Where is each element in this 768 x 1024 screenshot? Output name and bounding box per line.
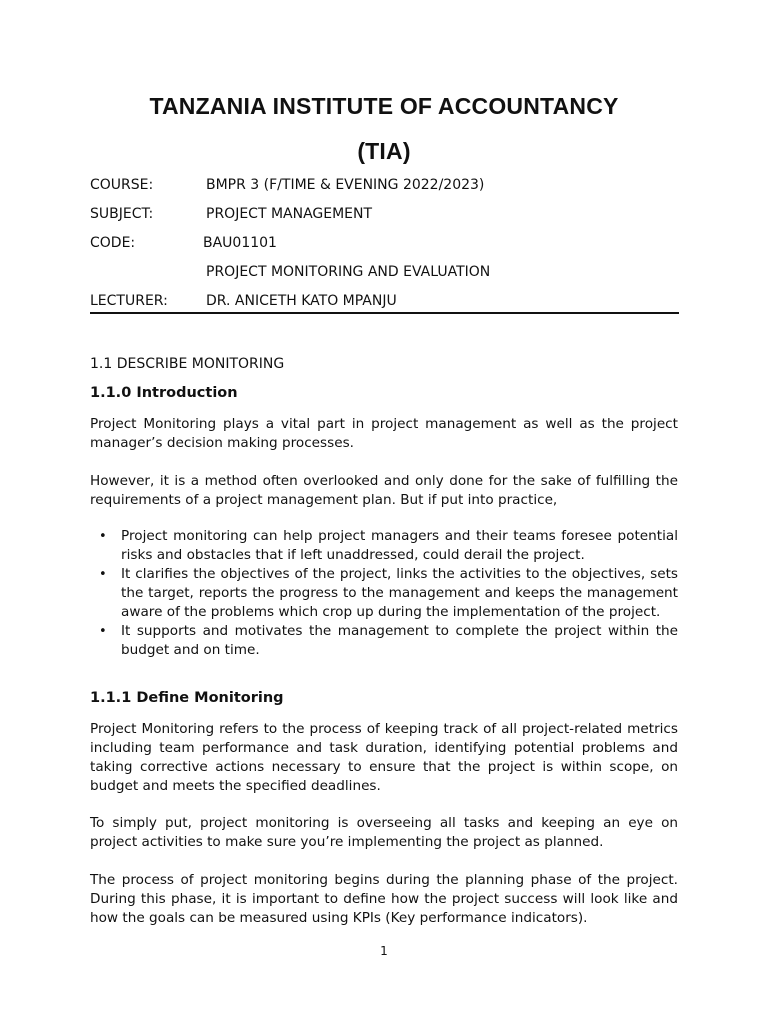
list-item: • Project monitoring can help project managers and their teams foresee potential risks and obstacles that if left unaddressed, could derail the project.	[99, 528, 678, 563]
subject-row	[90, 205, 372, 223]
list-item: • It supports and motivates the management to complete the project within the budget and on time.	[99, 623, 678, 658]
define-paragraph-1: Project Monitoring refers to the process of keeping track of all project-related metrics including team performance and task duration, identifying potential problems and taking corrective actions necessary to ensure that the project is within scope, on budget and meets the specified deadlines.	[90, 721, 678, 794]
list-item: • It clarifies the objectives of the project, links the activities to the objectives, sets the target, reports the progress to the management and keeps the management aware of the problems which crop up during the implementation of the project.	[99, 566, 678, 620]
topic-value: PROJECT MONITORING AND EVALUATION	[206, 264, 491, 280]
code-label: CODE:	[90, 235, 136, 251]
bullet-icon: •	[99, 529, 107, 544]
lecturer-value: DR. ANICETH KATO MPANJU	[206, 293, 397, 309]
course-row	[90, 176, 484, 194]
section-heading-1-1: 1.1 DESCRIBE MONITORING	[90, 356, 285, 372]
bullet-icon: •	[99, 567, 107, 582]
page-number: 1	[380, 944, 388, 958]
define-paragraph-2: To simply put, project monitoring is overseeing all tasks and keeping an eye on project activities to make sure you’re implementing the project as planned.	[90, 815, 678, 850]
subject-label: SUBJECT:	[90, 206, 154, 222]
header-divider	[90, 312, 679, 314]
lecturer-label: LECTURER:	[90, 293, 168, 309]
institution-acronym: (TIA)	[357, 138, 411, 164]
code-value: BAU01101	[203, 235, 277, 251]
course-value: BMPR 3 (F/TIME & EVENING 2022/2023)	[206, 177, 485, 193]
institution-title: TANZANIA INSTITUTE OF ACCOUNTANCY	[149, 93, 619, 119]
lecturer-row	[90, 292, 397, 310]
benefits-list	[90, 527, 678, 660]
code-row	[90, 234, 277, 252]
section-heading-1-1-0: 1.1.0 Introduction	[90, 385, 238, 401]
section-heading-1-1-1: 1.1.1 Define Monitoring	[90, 690, 284, 706]
course-label: COURSE:	[90, 177, 154, 193]
intro-paragraph-2: However, it is a method often overlooked and only done for the sake of fulfilling the requirements of a project management plan. But if put into practice,	[90, 473, 678, 508]
bullet-icon: •	[99, 624, 107, 639]
subject-value: PROJECT MANAGEMENT	[206, 206, 373, 222]
topic-row	[90, 263, 490, 281]
define-paragraph-3: The process of project monitoring begins during the planning phase of the project. During this phase, it is important to define how the project success will look like and how the goals can be measured using KPIs (Key performance indicators).	[90, 872, 678, 926]
intro-paragraph-1: Project Monitoring plays a vital part in project management as well as the project manager’s decision making processes.	[90, 416, 678, 451]
